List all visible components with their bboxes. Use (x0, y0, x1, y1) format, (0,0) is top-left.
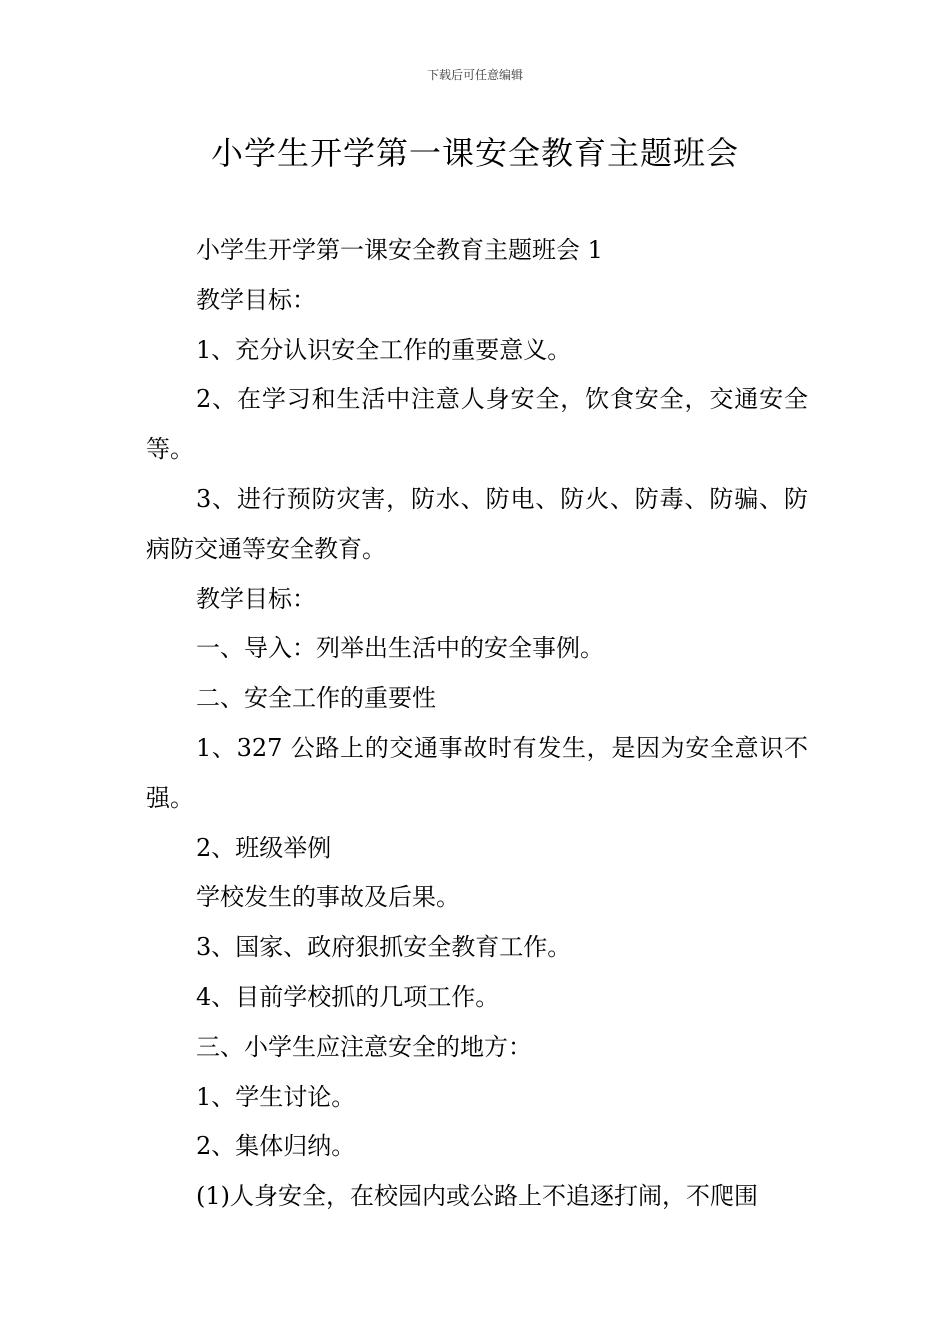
paragraph: 2、在学习和生活中注意人身安全，饮食安全，交通安全等。 (146, 385, 808, 464)
paragraph: 二、安全工作的重要性 (196, 684, 436, 713)
paragraph: 三、小学生应注意安全的地方： (196, 1032, 532, 1061)
paragraph: 4、目前学校抓的几项工作。 (196, 982, 500, 1011)
header-note: 下载后可任意编辑 (426, 68, 523, 82)
document-title: 小学生开学第一课安全教育主题班会 (210, 134, 739, 172)
paragraph: (1)人身安全，在校园内或公路上不追逐打闹，不爬围 (196, 1182, 758, 1211)
paragraph: 教学目标： (196, 584, 316, 613)
paragraph: 1、充分认识安全工作的重要意义。 (196, 335, 572, 364)
paragraph: 教学目标： (196, 285, 316, 314)
paragraph-subtitle: 小学生开学第一课安全教育主题班会 1 (196, 236, 603, 264)
paragraph: 3、国家、政府狠抓安全教育工作。 (196, 933, 572, 962)
paragraph: 学校发生的事故及后果。 (196, 883, 460, 912)
paragraph: 一、导入：列举出生活中的安全事例。 (196, 634, 604, 663)
paragraph: 2、集体归纳。 (196, 1132, 356, 1161)
paragraph: 2、班级举例 (196, 833, 332, 862)
paragraph: 1、学生讨论。 (196, 1082, 356, 1111)
paragraph: 3、进行预防灾害，防水、防电、防火、防毒、防骗、防病防交通等安全教育。 (146, 484, 808, 563)
document-body (146, 226, 808, 1222)
paragraph: 1、327 公路上的交通事故时有发生，是因为安全意识不强。 (146, 733, 808, 812)
